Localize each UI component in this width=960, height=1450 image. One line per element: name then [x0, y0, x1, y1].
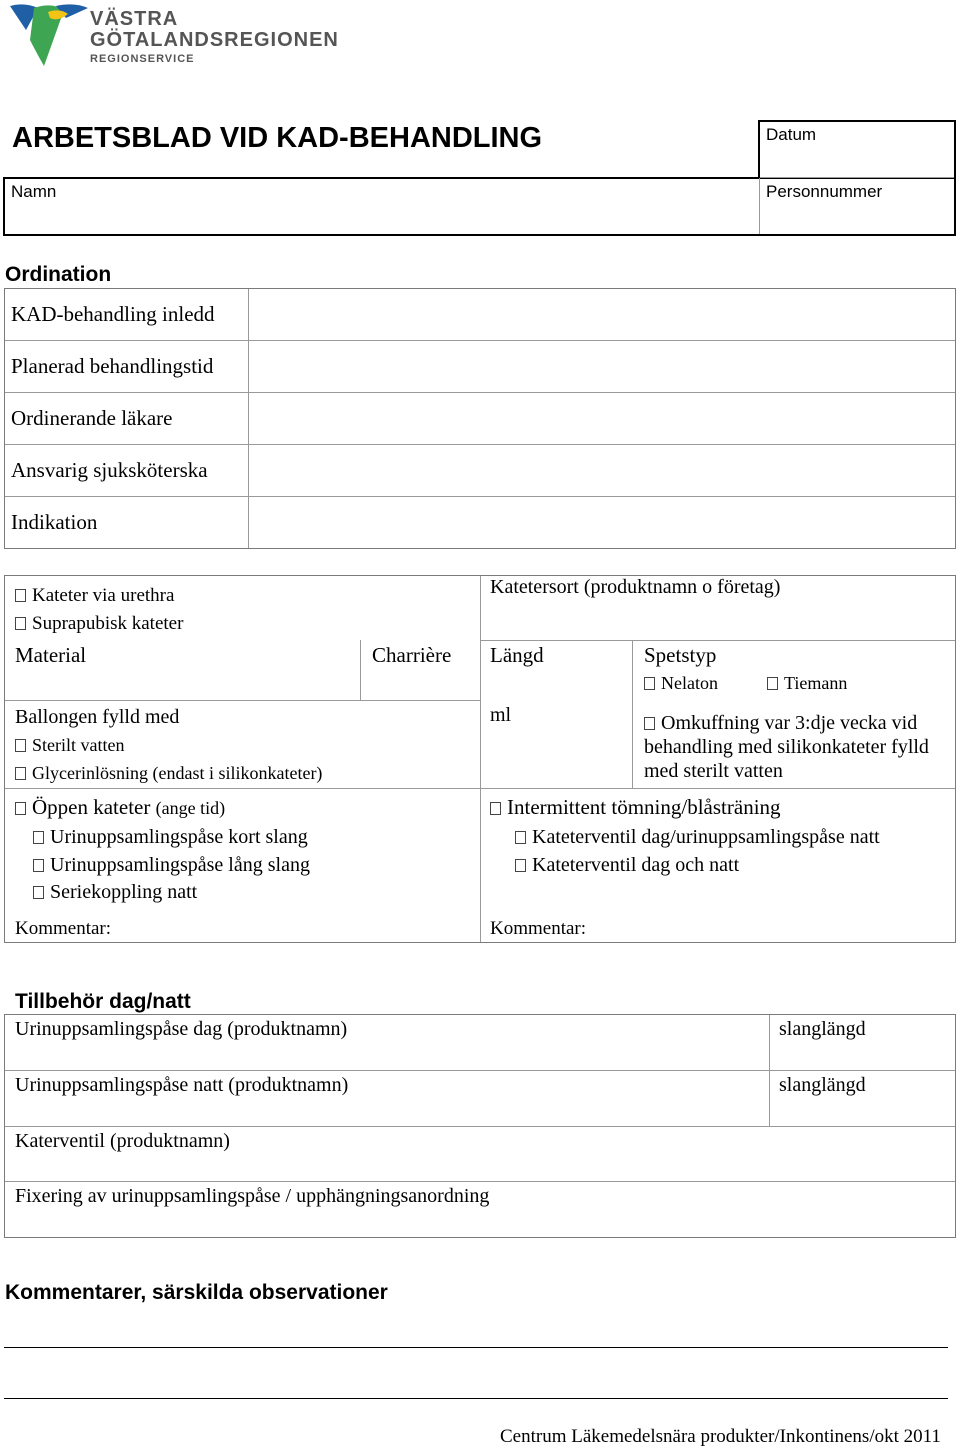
- langd-label: Längd: [490, 643, 544, 667]
- left-option-label: Seriekoppling natt: [50, 881, 198, 903]
- left-option[interactable]: [33, 826, 308, 849]
- ordination-row: [5, 445, 248, 496]
- ordination-row-value[interactable]: [249, 341, 955, 392]
- checkbox[interactable]: [15, 739, 26, 752]
- logo-line3: REGIONSERVICE: [90, 53, 195, 65]
- left-option[interactable]: [33, 881, 197, 904]
- omkuffning-line: Omkuffning var 3:dje vecka vid: [661, 712, 918, 734]
- tillbehor-row-label: Fixering av urinuppsamlingspåse / upphängningsanordning: [15, 1185, 490, 1207]
- slanglangd-field[interactable]: [770, 1015, 955, 1070]
- material-table: [4, 575, 956, 943]
- omkuffning-line: med sterilt vatten: [644, 760, 783, 782]
- kommentarer-heading: Kommentarer, särskilda observationer: [5, 1281, 388, 1304]
- ordination-row-value[interactable]: [249, 445, 955, 496]
- ordination-row: [5, 497, 248, 548]
- comment-line[interactable]: [4, 1347, 948, 1348]
- kateter-via-urethra-label: Kateter via urethra: [32, 585, 175, 606]
- suprapubisk-kateter-option[interactable]: [15, 613, 183, 635]
- right-option[interactable]: [515, 854, 739, 877]
- tillbehor-row-label: Urinuppsamlingspåse dag (produktnamn): [15, 1018, 348, 1040]
- sterilt-vatten-option[interactable]: [15, 735, 124, 756]
- suprapubisk-kateter-label: Suprapubisk kateter: [32, 613, 184, 634]
- checkbox[interactable]: [515, 831, 526, 844]
- left-option-label: Urinuppsamlingspåse kort slang: [50, 826, 308, 848]
- tillbehor-row[interactable]: [5, 1127, 955, 1181]
- ordination-heading: Ordination: [5, 263, 112, 286]
- right-option-label: Kateterventil dag/urinuppsamlingspåse natt: [532, 826, 880, 848]
- kommentar-left-label: Kommentar:: [15, 918, 112, 939]
- tillbehor-heading: Tillbehör dag/natt: [15, 990, 191, 1013]
- checkbox[interactable]: [515, 859, 526, 872]
- sterilt-vatten-label: Sterilt vatten: [32, 735, 125, 755]
- checkbox[interactable]: [33, 859, 44, 872]
- datum-divider: [760, 177, 954, 178]
- glycerin-option[interactable]: [15, 763, 322, 784]
- glycerin-label: Glycerinlösning (endast i silikonkateter): [32, 763, 323, 783]
- katetersort-label: Katetersort (produktnamn o företag): [490, 576, 781, 598]
- datum-field[interactable]: [760, 122, 954, 176]
- ordination-row-label: KAD-behandling inledd: [11, 302, 215, 326]
- material-label: Material: [15, 643, 87, 667]
- ordination-row: [5, 341, 248, 392]
- charriere-label: Charrière: [372, 643, 452, 667]
- logo: [8, 0, 338, 70]
- checkbox[interactable]: [15, 617, 26, 630]
- personnummer-field[interactable]: [760, 179, 954, 234]
- checkbox[interactable]: [490, 802, 501, 815]
- checkbox[interactable]: [15, 767, 26, 780]
- namn-field[interactable]: [5, 179, 757, 234]
- nelaton-option[interactable]: [644, 673, 718, 694]
- comment-line[interactable]: [4, 1398, 948, 1399]
- tillbehor-row-label: Urinuppsamlingspåse natt (produktnamn): [15, 1074, 349, 1096]
- right-option-label: Kateterventil dag och natt: [532, 854, 740, 876]
- ml-label: ml: [490, 704, 512, 726]
- checkbox[interactable]: [15, 802, 26, 815]
- footer-text: Centrum Läkemedelsnära produkter/Inkontinens/okt 2011: [500, 1426, 941, 1447]
- ordination-row: [5, 393, 248, 444]
- ordination-table: [4, 288, 956, 549]
- slanglangd-label: slanglängd: [779, 1074, 866, 1096]
- spetstyp-label: Spetstyp: [644, 643, 717, 667]
- ange-tid-label: (ange tid): [155, 798, 226, 818]
- checkbox[interactable]: [33, 886, 44, 899]
- tillbehor-row[interactable]: [5, 1015, 769, 1070]
- tillbehor-row-label: Katerventil (produktnamn): [15, 1130, 230, 1152]
- ordination-row-label: Indikation: [11, 510, 98, 534]
- ordination-row-value[interactable]: [249, 393, 955, 444]
- nelaton-label: Nelaton: [661, 673, 718, 693]
- oppen-kateter-option[interactable]: [15, 795, 225, 820]
- ordination-row-label: Planerad behandlingstid: [11, 354, 214, 378]
- left-option-label: Urinuppsamlingspåse lång slang: [50, 854, 310, 876]
- tiemann-label: Tiemann: [784, 673, 848, 693]
- ballongen-label: Ballongen fylld med: [15, 706, 180, 728]
- intermittent-option[interactable]: [490, 795, 781, 820]
- omkuffning-line: behandling med silikonkateter fylld: [644, 736, 929, 758]
- slanglangd-label: slanglängd: [779, 1018, 866, 1040]
- checkbox[interactable]: [15, 589, 26, 602]
- ordination-row-label: Ordinerande läkare: [11, 406, 173, 430]
- datum-label: Datum: [766, 125, 817, 144]
- namn-label: Namn: [11, 182, 57, 201]
- slanglangd-field[interactable]: [770, 1071, 955, 1126]
- personnummer-label: Personnummer: [766, 182, 883, 201]
- checkbox[interactable]: [33, 831, 44, 844]
- intermittent-label: Intermittent tömning/blåsträning: [507, 795, 781, 819]
- tiemann-option[interactable]: [767, 673, 847, 694]
- page-title: ARBETSBLAD VID KAD-BEHANDLING: [12, 122, 543, 154]
- ordination-row: [5, 289, 248, 340]
- left-option[interactable]: [33, 854, 310, 877]
- logo-line2: GÖTALANDSREGIONEN: [90, 29, 339, 51]
- checkbox[interactable]: [644, 717, 655, 730]
- tillbehor-row[interactable]: [5, 1071, 769, 1126]
- ordination-row-value[interactable]: [249, 289, 955, 340]
- right-option[interactable]: [515, 826, 880, 849]
- ordination-row-label: Ansvarig sjuksköterska: [11, 458, 208, 482]
- omkuffning-option[interactable]: [644, 711, 929, 783]
- kateter-via-urethra-option[interactable]: [15, 585, 174, 607]
- ordination-row-value[interactable]: [249, 497, 955, 548]
- tillbehor-table: [4, 1014, 956, 1238]
- oppen-kateter-label: Öppen kateter: [32, 795, 151, 819]
- region-logo-icon: [8, 0, 90, 70]
- checkbox[interactable]: [767, 677, 778, 690]
- checkbox[interactable]: [644, 677, 655, 690]
- logo-line1: VÄSTRA: [90, 8, 179, 30]
- tillbehor-row[interactable]: [5, 1182, 955, 1237]
- kommentar-right-label: Kommentar:: [490, 918, 587, 939]
